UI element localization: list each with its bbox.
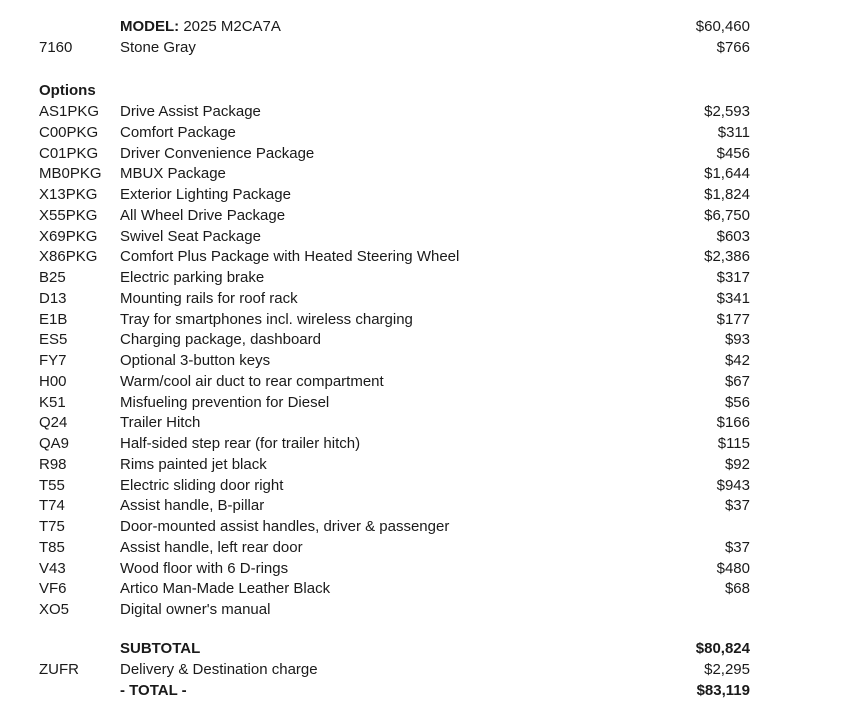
option-code: AS1PKG: [39, 103, 100, 120]
option-desc: Trailer Hitch: [120, 414, 201, 432]
option-row: [0, 600, 849, 620]
option-desc: Wood floor with 6 D-rings: [120, 559, 289, 577]
option-row: [0, 476, 849, 496]
option-code: QA9: [39, 435, 70, 452]
option-code: X69PKG: [39, 227, 98, 245]
option-row: [0, 247, 849, 267]
option-row: [0, 185, 849, 205]
options-heading: Options: [39, 82, 96, 99]
option-price: $456: [716, 144, 750, 162]
option-price: $1,824: [704, 186, 750, 203]
option-price: $37: [724, 497, 750, 515]
delivery-desc: Delivery & Destination charge: [120, 661, 318, 678]
option-desc: Assist handle, left rear door: [120, 538, 303, 556]
color-code: 7160: [39, 39, 73, 56]
option-code: FY7: [39, 352, 67, 369]
option-code: C00PKG: [39, 123, 99, 141]
option-price: $37: [724, 538, 750, 556]
color-name: Stone Gray: [120, 39, 196, 56]
option-code: X13PKG: [39, 186, 98, 203]
option-price: $317: [716, 269, 750, 286]
option-desc: Warm/cool air duct to rear compartment: [120, 372, 384, 390]
option-price: $56: [724, 393, 750, 411]
subtotal-label: SUBTOTAL: [120, 640, 201, 657]
option-price: $177: [716, 310, 750, 328]
option-code: D13: [39, 289, 67, 307]
total-row: [0, 681, 849, 701]
option-desc: Driver Convenience Package: [120, 144, 315, 162]
option-row: [0, 351, 849, 371]
option-row: [0, 579, 849, 599]
option-row: [0, 289, 849, 309]
subtotal-price: $80,824: [695, 640, 750, 657]
option-desc: Charging package, dashboard: [120, 331, 321, 349]
option-code: H00: [39, 372, 67, 390]
option-desc: Comfort Package: [120, 123, 236, 141]
subtotal-row: [0, 639, 849, 659]
option-row: [0, 144, 849, 164]
option-desc: Swivel Seat Package: [120, 227, 261, 245]
option-code: T74: [39, 497, 65, 515]
option-desc: MBUX Package: [120, 165, 226, 183]
option-row: [0, 517, 849, 537]
options-heading-row: [0, 81, 849, 101]
option-code: C01PKG: [39, 144, 99, 162]
option-code: VF6: [39, 580, 67, 598]
option-desc: Door-mounted assist handles, driver & passenger: [120, 518, 450, 535]
model-price: $60,460: [695, 18, 750, 35]
option-desc: Drive Assist Package: [120, 103, 261, 120]
option-row: [0, 496, 849, 516]
option-price: $311: [717, 123, 750, 141]
option-row: [0, 434, 849, 454]
option-desc: Assist handle, B-pillar: [120, 497, 265, 515]
delivery-code: ZUFR: [39, 661, 79, 678]
option-price: $341: [716, 289, 750, 307]
option-code: X55PKG: [39, 206, 98, 224]
option-code: R98: [39, 455, 67, 473]
option-desc: Artico Man-Made Leather Black: [120, 580, 331, 598]
option-code: T85: [39, 538, 65, 556]
option-price: $943: [716, 476, 750, 494]
option-row: [0, 206, 849, 226]
model-row: [0, 17, 849, 37]
option-desc: Misfueling prevention for Diesel: [120, 393, 330, 411]
option-price: $92: [724, 455, 750, 473]
option-code: T55: [39, 476, 65, 494]
option-row: [0, 413, 849, 433]
option-price: $603: [716, 227, 750, 245]
option-code: B25: [39, 269, 66, 286]
total-label: - TOTAL -: [120, 682, 187, 699]
option-row: [0, 372, 849, 392]
option-price: $93: [724, 331, 750, 349]
delivery-price: $2,295: [704, 661, 750, 678]
option-desc: Electric sliding door right: [120, 476, 284, 494]
option-code: XO5: [39, 601, 70, 618]
option-desc: Digital owner's manual: [120, 601, 271, 618]
option-code: V43: [39, 559, 66, 577]
option-price: $480: [716, 559, 750, 577]
option-price: $115: [717, 435, 750, 452]
option-row: [0, 227, 849, 247]
option-desc: Electric parking brake: [120, 269, 265, 286]
color-price: $766: [716, 39, 750, 56]
option-row: [0, 123, 849, 143]
model-label: MODEL:: [120, 18, 180, 35]
option-price: $68: [724, 580, 750, 598]
option-desc: All Wheel Drive Package: [120, 206, 286, 224]
option-price: $2,386: [704, 248, 750, 266]
option-row: [0, 310, 849, 330]
option-desc: Comfort Plus Package with Heated Steering Wheel: [120, 248, 460, 266]
total-price: $83,119: [696, 682, 750, 699]
delivery-row: [0, 660, 849, 680]
option-row: [0, 102, 849, 122]
option-price: $42: [724, 352, 750, 369]
option-row: [0, 538, 849, 558]
option-price: $6,750: [704, 206, 750, 224]
option-row: [0, 330, 849, 350]
option-row: [0, 559, 849, 579]
model-value: 2025 M2CA7A: [183, 18, 281, 35]
option-code: X86PKG: [39, 248, 98, 266]
option-desc: Rims painted jet black: [120, 455, 267, 473]
option-row: [0, 455, 849, 475]
option-code: T75: [39, 518, 65, 535]
option-desc: Optional 3-button keys: [120, 352, 271, 369]
option-code: Q24: [39, 414, 68, 432]
option-desc: Mounting rails for roof rack: [120, 289, 298, 307]
option-code: ES5: [39, 331, 68, 349]
option-desc: Tray for smartphones incl. wireless charging: [120, 310, 413, 328]
option-code: MB0PKG: [39, 165, 102, 183]
option-desc: Exterior Lighting Package: [120, 186, 291, 203]
option-row: [0, 268, 849, 288]
color-row: [0, 38, 849, 58]
option-code: E1B: [39, 310, 68, 328]
option-code: K51: [39, 393, 66, 411]
option-desc: Half-sided step rear (for trailer hitch): [120, 435, 361, 452]
option-price: $1,644: [704, 165, 750, 183]
option-row: [0, 393, 849, 413]
option-row: [0, 164, 849, 184]
option-price: $166: [716, 414, 750, 432]
option-price: $67: [724, 372, 750, 390]
option-price: $2,593: [704, 103, 750, 120]
